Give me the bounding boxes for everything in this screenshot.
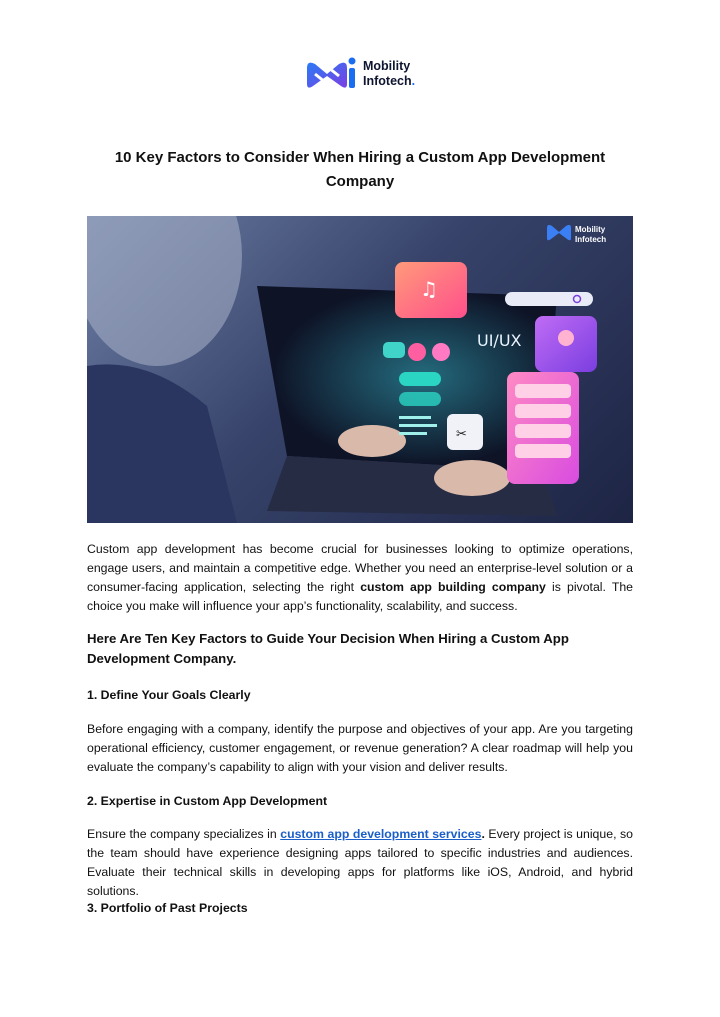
section-subheading: Here Are Ten Key Factors to Guide Your Decision When Hiring a Custom App Development Company. (87, 631, 569, 666)
icon-chip-1 (383, 342, 405, 358)
logo-line1: Mobility (363, 59, 411, 73)
intro-text-after: is pivotal. The choice you make will influence your app’s functionality, scalability, and success. (87, 580, 634, 613)
section-1-text: Before engaging with a company, identify the purpose and objectives of your app. Are you targeting operational efficiency, customer engagement, or revenue generation? A clear roadmap will help you evaluate the company’s capability to align with your vision and deliver results. (87, 722, 633, 774)
hero-logo (547, 225, 606, 244)
person-sweater (87, 364, 237, 523)
company-logo (305, 52, 425, 96)
hero-logo-line1: Mobility (575, 225, 606, 234)
page-title: 10 Key Factors to Consider When Hiring a Custom App Development Company (114, 149, 606, 190)
record-icon (432, 343, 450, 361)
intro-paragraph (87, 540, 633, 616)
intro-text-before: Custom app development has become crucial for businesses looking to optimize operations, engage users, and maintain a competitive edge. Whether you need an enterprise-level solution or a consumer-facing application, selecting the right (87, 542, 633, 594)
section-2-text-before: Ensure the company specializes in (87, 827, 281, 841)
hero-illustration (87, 216, 633, 523)
section-1-heading: 1. Define Your Goals Clearly (87, 688, 251, 702)
toggle-1 (399, 372, 441, 386)
section-2-text (87, 825, 633, 901)
toggle-2 (399, 392, 441, 406)
play-icon (408, 343, 426, 361)
ui-ux-label: UI/UX (477, 331, 522, 350)
svg-text:♫: ♫ (420, 277, 438, 301)
person-hair (87, 216, 242, 366)
hand-left (338, 425, 406, 457)
section-2-text-after: Every project is unique, so the team should have experience designing apps tailored to specific industries and audiences. Evaluate their technical skills in developing apps for platforms like iOS, Android, and hybrid solutions. (87, 827, 633, 898)
hero-image (87, 216, 633, 523)
logo-wordmark (363, 59, 415, 89)
section-3-heading: 3. Portfolio of Past Projects (87, 901, 248, 915)
hand-right (434, 460, 510, 496)
logo-dot: . (411, 74, 416, 88)
intro-bold-text: custom app building company (360, 580, 546, 594)
section-2-link-dot: . (481, 827, 485, 841)
logo-mark-icon (305, 54, 357, 94)
svg-text:✂: ✂ (456, 427, 467, 442)
hero-logo-line2: Infotech (575, 235, 607, 244)
section-2-heading: 2. Expertise in Custom App Development (87, 794, 328, 808)
custom-app-services-link[interactable]: custom app development services (280, 827, 482, 841)
logo-line2: Infotech (363, 74, 412, 88)
